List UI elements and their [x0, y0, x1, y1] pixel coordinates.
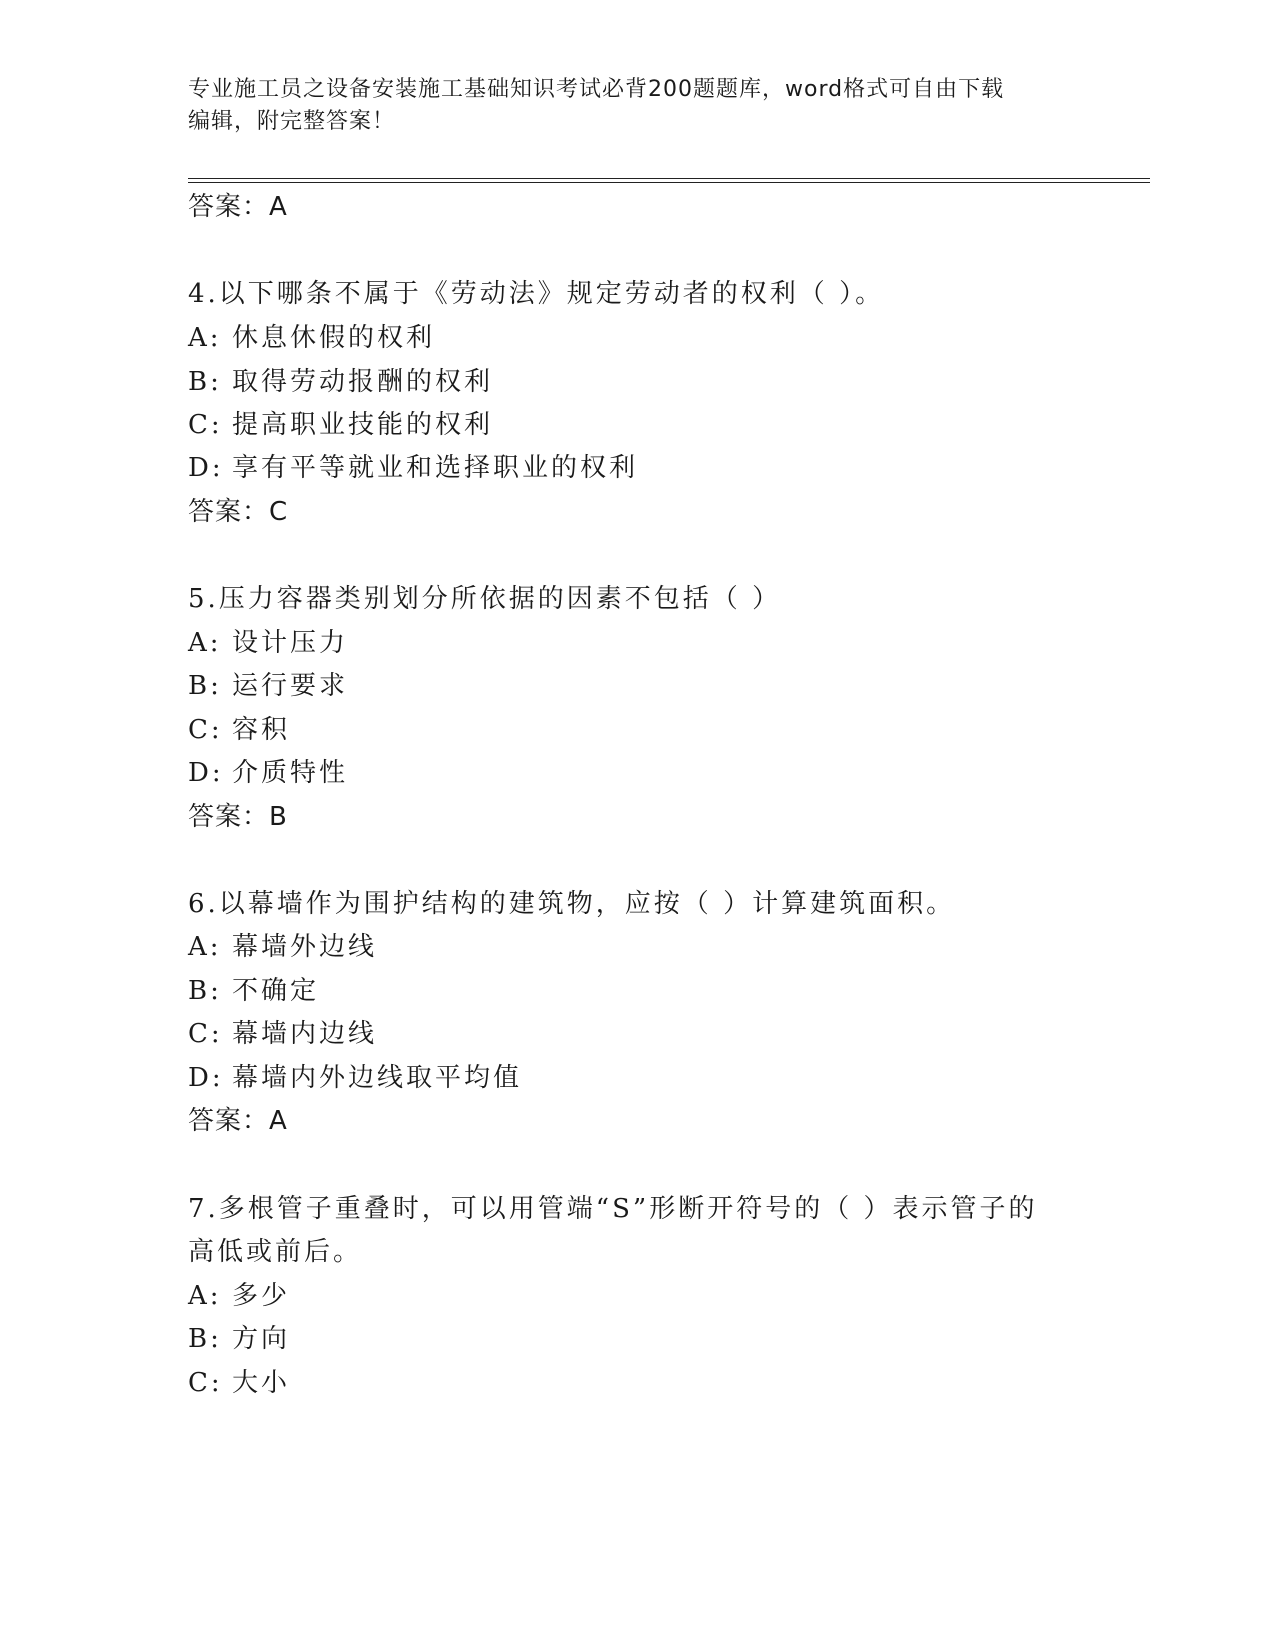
option-text: 设计压力 [232, 628, 349, 658]
option-b [188, 361, 493, 398]
option-c [188, 1362, 290, 1399]
option-text: 运行要求 [232, 671, 349, 701]
option-letter: D: [188, 758, 224, 788]
option-text: 提高职业技能的权利 [232, 410, 494, 440]
answer-line: 答案：A [188, 192, 288, 222]
answer-line: 答案：A [188, 1106, 288, 1136]
option-d [188, 447, 638, 484]
option-letter: C: [188, 1368, 223, 1398]
option-letter: B: [188, 671, 222, 701]
option-letter: C: [188, 1019, 223, 1049]
option-letter: C: [188, 410, 223, 440]
answer-line: 答案：C [188, 497, 289, 527]
question-stem: 6.以幕墙作为围护结构的建筑物，应按（ ）计算建筑面积。 [188, 889, 956, 919]
option-letter: B: [188, 367, 222, 397]
header-divider [188, 178, 1150, 183]
option-text: 不确定 [232, 976, 320, 1006]
option-d [188, 752, 348, 789]
option-a [188, 1275, 290, 1312]
question-stem: 7.多根管子重叠时，可以用管端“S”形断开符号的（ ）表示管子的 [188, 1194, 1038, 1224]
question-stem-continued: 高低或前后。 [188, 1237, 363, 1267]
option-text: 取得劳动报酬的权利 [232, 367, 494, 397]
option-c [188, 404, 493, 441]
option-a [188, 622, 348, 659]
header-line-2: 编辑，附完整答案！ [188, 109, 396, 134]
document-header [188, 74, 1068, 138]
option-c [188, 709, 290, 746]
option-letter: A: [188, 323, 222, 353]
option-text: 方向 [232, 1324, 291, 1354]
option-text: 多少 [232, 1281, 291, 1311]
question-stem: 5.压力容器类别划分所依据的因素不包括（ ） [188, 584, 782, 614]
option-text: 容积 [232, 715, 291, 745]
header-line-1: 专业施工员之设备安装施工基础知识考试必背200题题库，word格式可自由下载 [188, 77, 1005, 102]
question-stem: 4.以下哪条不属于《劳动法》规定劳动者的权利（ ）。 [188, 279, 885, 309]
option-text: 享有平等就业和选择职业的权利 [232, 453, 639, 483]
option-a [188, 317, 435, 354]
option-a [188, 926, 377, 963]
option-letter: A: [188, 1281, 222, 1311]
option-text: 大小 [232, 1368, 291, 1398]
option-letter: D: [188, 1063, 224, 1093]
option-text: 幕墙内外边线取平均值 [232, 1063, 523, 1093]
option-d [188, 1057, 522, 1094]
option-b [188, 1318, 290, 1355]
option-text: 幕墙内边线 [232, 1019, 378, 1049]
option-letter: B: [188, 1324, 222, 1354]
option-b [188, 665, 348, 702]
option-letter: B: [188, 976, 222, 1006]
option-text: 幕墙外边线 [232, 932, 378, 962]
option-c [188, 1013, 377, 1050]
option-letter: C: [188, 715, 223, 745]
option-b [188, 970, 319, 1007]
option-letter: A: [188, 628, 222, 658]
option-letter: A: [188, 932, 222, 962]
option-text: 休息休假的权利 [232, 323, 436, 353]
answer-line: 答案：B [188, 802, 288, 832]
option-text: 介质特性 [232, 758, 349, 788]
option-letter: D: [188, 453, 224, 483]
